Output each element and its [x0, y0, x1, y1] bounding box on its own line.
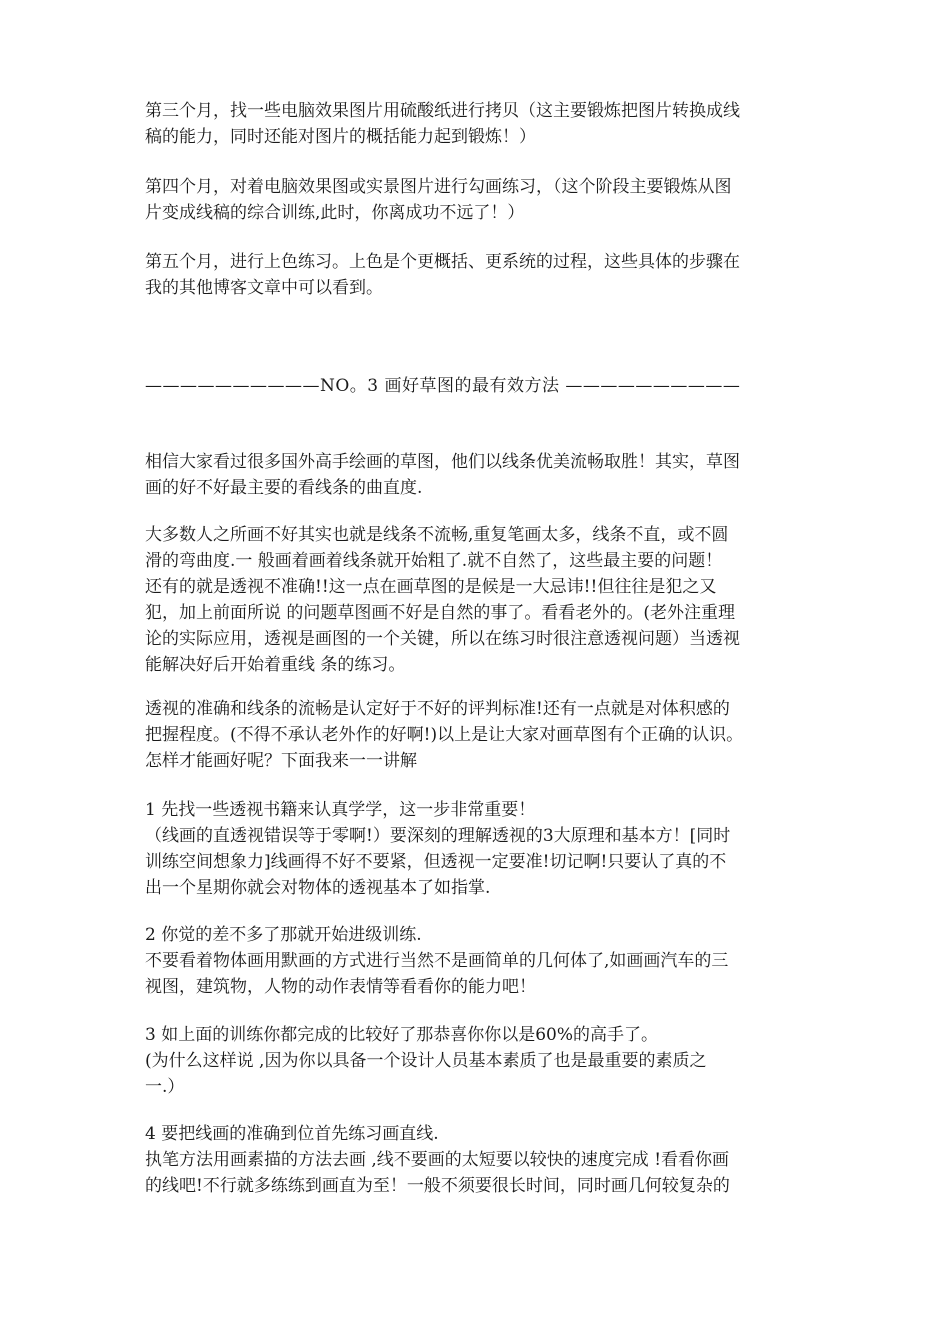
text-line: (为什么这样说 ,因为你以具备一个设计人员基本素质了也是最重要的素质之 [145, 1051, 707, 1071]
text-line: 视图，建筑物，人物的动作表情等看看你的能力吧！ [145, 977, 536, 997]
text-line: 还有的就是透视不准确!!这一点在画草图的是候是一大忌讳!!但往往是犯之又 [145, 577, 717, 597]
section-divider-heading: ——————————NO。3 画好草图的最有效方法 —————————— [145, 376, 741, 396]
list-item-heading: 1 先找一些透视书籍来认真学学，这一步非常重要！ [145, 800, 536, 820]
text-line: 怎样才能画好呢？下面我来一一讲解 [145, 751, 417, 771]
text-line: 画的好不好最主要的看线条的曲直度. [145, 478, 423, 498]
text-line: 我的其他博客文章中可以看到。 [145, 278, 383, 298]
text-line: 滑的弯曲度.一 般画着画着线条就开始粗了.就不自然了，这些最主要的问题！ [145, 551, 723, 571]
text-line: 第三个月，找一些电脑效果图片用硫酸纸进行拷贝（这主要锻炼把图片转换成线 [145, 101, 740, 121]
text-line: 的线吧!不行就多练练到画直为至！一般不须要很长时间，同时画几何较复杂的 [145, 1176, 730, 1196]
text-line: 不要看着物体画用默画的方式进行当然不是画简单的几何体了,如画画汽车的三 [145, 951, 729, 971]
text-line: 能解决好后开始着重线 条的练习。 [145, 655, 406, 675]
text-line: 大多数人之所画不好其实也就是线条不流畅,重复笔画太多，线条不直，或不圆 [145, 525, 729, 545]
text-line: 论的实际应用，透视是画图的一个关键，所以在练习时很注意透视问题）当透视 [145, 629, 740, 649]
text-line: 一.） [145, 1077, 185, 1097]
text-line: 训练空间想象力]线画得不好不要紧，但透视一定要准!切记啊!只要认了真的不 [145, 852, 727, 872]
list-item-heading: 3 如上面的训练你都完成的比较好了那恭喜你你以是60%的高手了。 [145, 1025, 659, 1045]
list-item-heading: 4 要把线画的准确到位首先练习画直线. [145, 1124, 439, 1144]
text-line: 片变成线稿的综合训练,此时，你离成功不远了！） [145, 203, 525, 223]
list-item-heading: 2 你觉的差不多了那就开始进级训练. [145, 925, 422, 945]
text-line: （线画的直透视错误等于零啊!）要深刻的理解透视的3大原理和基本方！[同时 [145, 826, 731, 846]
text-line: 透视的准确和线条的流畅是认定好于不好的评判标准!还有一点就是对体积感的 [145, 699, 730, 719]
text-line: 出一个星期你就会对物体的透视基本了如指掌. [145, 878, 491, 898]
text-line: 把握程度。(不得不承认老外作的好啊!)以上是让大家对画草图有个正确的认识。 [145, 725, 744, 745]
text-line: 第五个月，进行上色练习。上色是个更概括、更系统的过程，这些具体的步骤在 [145, 252, 740, 272]
text-line: 第四个月，对着电脑效果图或实景图片进行勾画练习，（这个阶段主要锻炼从图 [145, 177, 732, 197]
text-line: 犯，加上前面所说 的问题草图画不好是自然的事了。看看老外的。(老外注重理 [145, 603, 736, 623]
text-line: 执笔方法用画素描的方法去画 ,线不要画的太短要以较快的速度完成 !看看你画 [145, 1150, 730, 1170]
text-line: 相信大家看过很多国外高手绘画的草图，他们以线条优美流畅取胜！其实，草图 [145, 452, 740, 472]
text-line: 稿的能力，同时还能对图片的概括能力起到锻炼！） [145, 127, 536, 147]
